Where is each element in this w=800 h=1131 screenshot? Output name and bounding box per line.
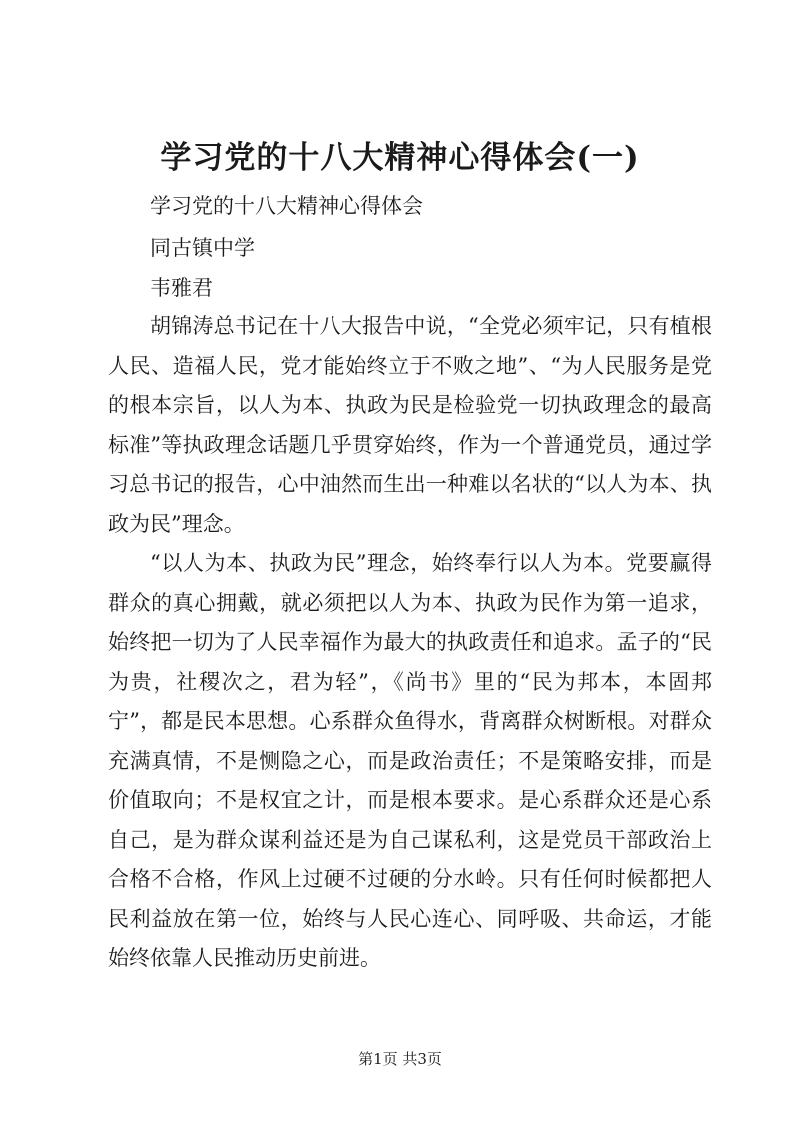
body-paragraph-1: 胡锦涛总书记在十八大报告中说，“全党必须牢记，只有植根人民、造福人民，党才能始终立于不败之地”、“为人民服务是党的根本宗旨，以人为本、执政为民是检验党一切执政理念的最高标准”等执政理念话题几乎贯穿始终，作为一个普通党员，通过学习总书记的报告，心中油然而生出一种难以名状的“以人为本、执政为民”理念。	[108, 314, 712, 536]
document-school: 同古镇中学	[150, 236, 255, 260]
document-author: 韦雅君	[150, 276, 213, 300]
body-paragraph-2: “以人为本、执政为民”理念，始终奉行以人为本。党要赢得群众的真心拥戴，就必须把以人为本、执政为民作为第一追求，始终把一切为了人民幸福作为最大的执政责任和追求。孟子的“民为贵，社稷次之，君为轻”，《尚书》里的“民为邦本，本固邦宁”，都是民本思想。心系群众鱼得水，背离群众树断根。对群众充满真情，不是恻隐之心，而是政治责任；不是策略安排，而是价值取向；不是权宜之计，而是根本要求。是心系群众还是心系自己，是为群众谋利益还是为自己谋私利，这是党员干部政治上合格不合格，作风上过硬不过硬的分水岭。只有任何时候都把人民利益放在第一位，始终与人民心连心、同呼吸、共命运，才能始终依靠人民推动历史前进。	[108, 551, 712, 970]
page-footer: 第1页 共3页	[358, 1050, 442, 1068]
document-subtitle: 学习党的十八大精神心得体会	[150, 194, 423, 218]
document-title: 学习党的十八大精神心得体会(一)	[160, 140, 640, 176]
